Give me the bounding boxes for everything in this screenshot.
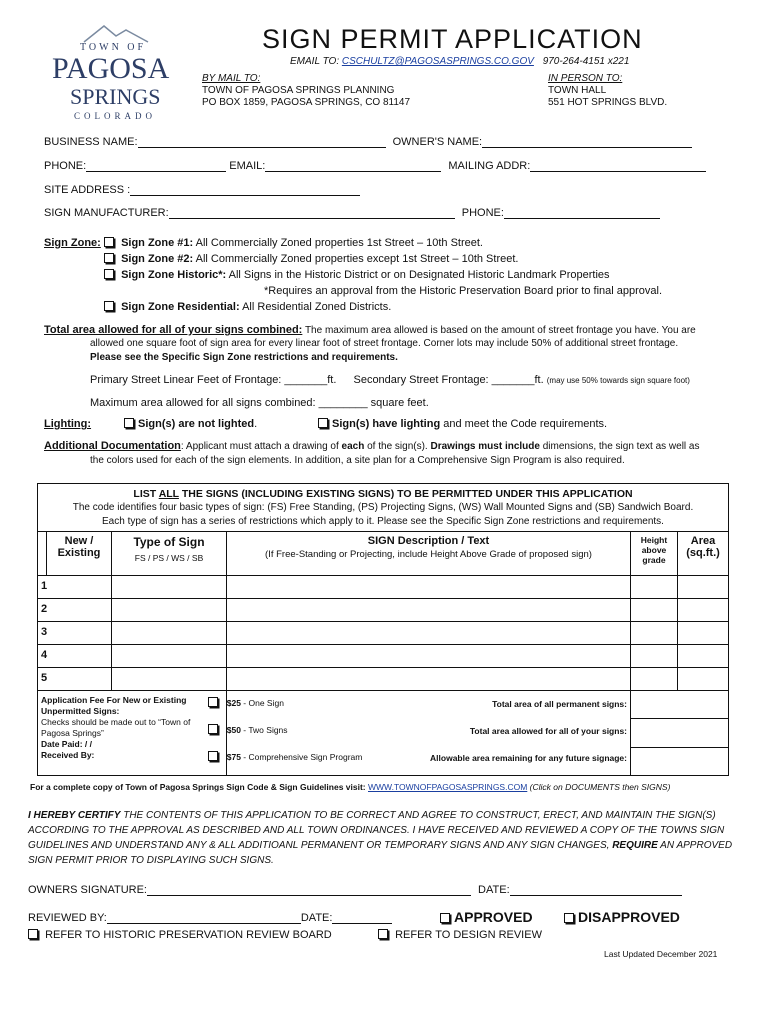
business-field[interactable] xyxy=(138,136,386,148)
site-field[interactable] xyxy=(130,184,360,196)
zone-2[interactable] xyxy=(104,253,518,265)
total-t1: The maximum area allowed is based on the amount of street frontage you have. You are xyxy=(302,325,696,336)
zone-historic-checkbox[interactable] xyxy=(104,269,114,279)
zone-historic-text: All Signs in the Historic District or on Designated Historic Landmark Properties xyxy=(226,269,610,281)
reviewed-label: REVIEWED BY: xyxy=(28,912,107,924)
design-checkbox[interactable] xyxy=(378,929,388,939)
email-label: EMAIL: xyxy=(229,160,266,172)
row-number: 3 xyxy=(38,622,112,645)
table-row[interactable] xyxy=(38,645,729,668)
mailing-field[interactable] xyxy=(530,160,706,172)
disapproved-checkbox[interactable] xyxy=(564,913,574,923)
table-col-row xyxy=(38,532,729,576)
secondary-frontage[interactable]: Secondary Street Frontage: _______ft. xyxy=(353,374,544,386)
col-new: New / xyxy=(64,535,94,547)
copy-link[interactable]: WWW.TOWNOFPAGOSASPRINGS.COM xyxy=(368,782,528,792)
zone-residential[interactable] xyxy=(104,301,391,313)
summary-1: Total area of all permanent signs: xyxy=(492,699,627,709)
col-type-title: Type of Sign xyxy=(133,535,205,549)
table-row[interactable] xyxy=(38,622,729,645)
sig-date-field[interactable] xyxy=(510,884,682,896)
zone-2-text: All Commercially Zoned properties except 1st Street – 10th Street. xyxy=(193,253,519,265)
phone2-label: PHONE: xyxy=(461,207,504,219)
approved-checkbox[interactable] xyxy=(440,913,450,923)
fee-opt-3-checkbox[interactable] xyxy=(208,751,218,761)
manufacturer-field[interactable] xyxy=(169,207,455,219)
lighting-opt2[interactable] xyxy=(318,418,607,430)
fee-opt-3-text: - Comprehensive Sign Program xyxy=(240,752,363,762)
fee-opt-2-checkbox[interactable] xyxy=(208,724,218,734)
mailing-label: MAILING ADDR: xyxy=(448,160,531,172)
fee-title: Application Fee For New or Existing Unpermitted Signs: xyxy=(41,695,187,716)
email-line xyxy=(290,56,629,67)
design-option[interactable] xyxy=(378,929,542,941)
approved-label: APPROVED xyxy=(454,909,533,925)
additional-t2: the colors used for each of the sign elements. In addition, a site plan for a Comprehensive Sign Program is also required. xyxy=(90,455,625,466)
person-head: IN PERSON TO: xyxy=(548,73,623,84)
certify-l4: SIGN PERMIT PRIOR TO DISPLAYING SUCH SIGNS. xyxy=(28,855,274,866)
total-t2: allowed one square foot of sign area for every linear foot of street frontage. Corner lots may include 50% of additional street frontage. xyxy=(90,338,679,349)
fee-opt-1-checkbox[interactable] xyxy=(208,697,218,707)
row-number: 4 xyxy=(38,645,112,668)
table-row[interactable] xyxy=(38,668,729,691)
certify-l2: ACCORDING TO THE APPROVAL AS DESCRIBED AND ALL TOWN ORDINANCES. I HAVE RECEIVED AND REVIEWED A COPY OF THE TOWNS SIGN xyxy=(28,825,725,836)
col-type-sub: FS / PS / WS / SB xyxy=(134,553,204,563)
zone-historic[interactable] xyxy=(104,269,610,281)
additional-t1c: of the sign(s). xyxy=(364,441,431,452)
certify-bold: I HEREBY CERTIFY xyxy=(28,810,121,821)
business-label: BUSINESS NAME: xyxy=(44,136,138,148)
certify-block xyxy=(28,808,732,868)
signature-row xyxy=(28,884,682,896)
row-number: 5 xyxy=(38,668,112,691)
table-line2: The code identifies four basic types of sign: (FS) Free Standing, (PS) Projecting Signs, (WS) Wall Mounted Signs and (SB) Sandwich Board. xyxy=(72,502,694,513)
manufacturer-label: SIGN MANUFACTURER: xyxy=(44,207,169,219)
certify-l3c: AN APPROVED xyxy=(657,840,733,851)
summary-2: Total area allowed for all of your signs: xyxy=(469,726,627,736)
additional-t1e: dimensions, the sign text as well as xyxy=(539,441,700,452)
person-block xyxy=(548,73,667,109)
fee-row xyxy=(38,691,729,776)
logo-line4: COLORADO xyxy=(74,111,157,121)
table-head-c: THE SIGNS (INCLUDING EXISTING SIGNS) TO BE PERMITTED UNDER THIS APPLICATION xyxy=(178,488,633,500)
owner-sig-field[interactable] xyxy=(147,884,471,896)
mail-l1: TOWN OF PAGOSA SPRINGS PLANNING xyxy=(202,85,395,96)
fee-date: Date Paid: / / xyxy=(41,739,93,749)
table-head xyxy=(38,487,728,501)
email-prefix: EMAIL TO: xyxy=(290,56,342,67)
table-intro xyxy=(38,484,729,532)
table-row[interactable] xyxy=(38,576,729,599)
additional-t1: : Applicant must attach a drawing of xyxy=(180,441,342,452)
copy-line xyxy=(30,782,670,792)
approved-option[interactable] xyxy=(440,909,533,925)
town-logo xyxy=(44,20,190,124)
disapproved-label: DISAPPROVED xyxy=(578,909,680,925)
phone-field[interactable] xyxy=(86,160,226,172)
historic-checkbox[interactable] xyxy=(28,929,38,939)
certify-l3b: REQUIRE xyxy=(612,840,658,851)
total-head: Total area allowed for all of your signs combined: xyxy=(44,324,303,336)
logo-line1: TOWN OF xyxy=(80,42,147,53)
reviewed-field[interactable] xyxy=(107,912,301,924)
lighting-opt1[interactable] xyxy=(124,418,257,430)
sig-date-label: DATE: xyxy=(478,884,510,896)
lighting-opt1-end: . xyxy=(254,418,258,430)
historic-label: REFER TO HISTORIC PRESERVATION REVIEW BOARD xyxy=(45,929,332,941)
site-label: SITE ADDRESS : xyxy=(44,184,131,196)
certify-l3: GUIDELINES AND UNDERSTAND ANY & ALL ADDITIOANL PERMANENT OR TEMPORARY SIGNS AND ANY SIGN CHANGES, xyxy=(28,840,613,851)
fee-opt-2[interactable] xyxy=(208,724,288,736)
lighting-opt2-end: and meet the Code requirements. xyxy=(440,418,608,430)
primary-frontage[interactable]: Primary Street Linear Feet of Frontage: _______ft. xyxy=(90,374,337,386)
fee-cell xyxy=(38,691,363,776)
zone-2-bold: Sign Zone #2: xyxy=(121,253,194,265)
certify-line3 xyxy=(28,838,732,853)
historic-option[interactable] xyxy=(28,929,332,941)
col-existing: Existing xyxy=(57,547,101,559)
manufacturer-row xyxy=(44,207,660,219)
col-desc-title: SIGN Description / Text xyxy=(367,535,490,547)
email-link[interactable]: CSCHULTZ@PAGOSASPRINGS.CO.GOV xyxy=(341,56,534,67)
col-area: Area (sq.ft.) xyxy=(678,532,729,576)
table-line3: Each type of sign has a series of restrictions which apply to it. Please see the Specific Sign Zone restrictions and requirements. xyxy=(102,516,664,527)
lighting-opt2-label: Sign(s) have lighting xyxy=(332,418,441,430)
disapproved-option[interactable] xyxy=(564,909,680,925)
logo-line3: SPRINGS xyxy=(70,84,161,109)
phone-row xyxy=(44,160,706,172)
certify-line1 xyxy=(28,808,732,823)
mail-head: BY MAIL TO: xyxy=(202,73,261,84)
table-head-b: ALL xyxy=(158,488,179,500)
frontage-row xyxy=(90,374,690,386)
certify-l1: THE CONTENTS OF THIS APPLICATION TO BE CORRECT AND AGREE TO CONSTRUCT, ERECT, AND MAINTAIN THE SIGN(S) xyxy=(120,810,716,821)
additional-head: Additional Documentation xyxy=(44,440,181,452)
summary-values[interactable] xyxy=(631,691,729,776)
fee-opt-2-amount: $50 xyxy=(226,725,241,735)
owner-field[interactable] xyxy=(482,136,692,148)
zone-1-checkbox[interactable] xyxy=(104,237,114,247)
additional-t1d: Drawings must include xyxy=(430,441,540,452)
additional-t1b: each xyxy=(341,441,365,452)
table-header-row xyxy=(38,484,729,532)
table-head-a: LIST xyxy=(133,488,159,500)
person-l1: TOWN HALL xyxy=(548,85,607,96)
phone-label: PHONE: xyxy=(44,160,87,172)
copy-t2: (Click on DOCUMENTS then SIGNS) xyxy=(527,782,671,792)
zone-1-bold: Sign Zone #1: xyxy=(121,237,194,249)
review-date-label: DATE: xyxy=(300,912,333,924)
lighting-opt2-checkbox[interactable] xyxy=(318,418,328,428)
fee-opt-1[interactable] xyxy=(208,697,284,709)
fee-opt-3-amount: $75 xyxy=(226,752,241,762)
page-title: SIGN PERMIT APPLICATION xyxy=(262,24,643,54)
max-area[interactable]: Maximum area allowed for all signs combined: ________ square feet. xyxy=(90,397,429,409)
email-field[interactable] xyxy=(265,160,441,172)
col-height: Height above grade xyxy=(631,532,678,576)
site-row xyxy=(44,184,360,196)
review-row xyxy=(28,912,392,924)
fee-received: Received By: xyxy=(41,750,95,760)
zone-residential-bold: Sign Zone Residential: xyxy=(121,301,240,313)
additional-line1 xyxy=(44,440,699,452)
total-line1 xyxy=(44,324,696,336)
zone-residential-text: All Residential Zoned Districts. xyxy=(239,301,392,313)
review-date-field[interactable] xyxy=(332,912,392,924)
business-row xyxy=(44,136,692,148)
owner-label: OWNER'S NAME: xyxy=(392,136,483,148)
col-new-existing xyxy=(47,532,112,576)
fee-opt-1-amount: $25 xyxy=(226,698,241,708)
zone-2-checkbox[interactable] xyxy=(104,253,114,263)
copy-t1: For a complete copy of Town of Pagosa Springs Sign Code & Sign Guidelines visit: xyxy=(30,782,368,792)
row-number: 1 xyxy=(38,576,112,599)
zone-historic-note: *Requires an approval from the Historic Preservation Board prior to final approval. xyxy=(264,285,663,297)
lighting-label: Lighting: xyxy=(44,418,92,430)
owner-sig-label: OWNERS SIGNATURE: xyxy=(28,884,147,896)
zone-historic-bold: Sign Zone Historic*: xyxy=(121,269,227,281)
col-desc-sub: (If Free-Standing or Projecting, include Height Above Grade of proposed sign) xyxy=(265,549,592,560)
logo-line2: PAGOSA xyxy=(52,52,170,85)
last-updated: Last Updated December 2021 xyxy=(604,949,718,959)
col-type xyxy=(112,532,227,576)
zone-1-text: All Commercially Zoned properties 1st Street – 10th Street. xyxy=(193,237,483,249)
lighting-opt1-checkbox[interactable] xyxy=(124,418,134,428)
phone2-field[interactable] xyxy=(504,207,660,219)
row-number: 2 xyxy=(38,599,112,622)
table-row[interactable] xyxy=(38,599,729,622)
zone-label: Sign Zone: xyxy=(44,237,101,249)
fee-opt-2-text: - Two Signs xyxy=(240,725,288,735)
lighting-opt1-label: Sign(s) are not lighted xyxy=(138,418,255,430)
col-desc xyxy=(227,532,631,576)
fee-opt-1-text: - One Sign xyxy=(240,698,284,708)
zone-1[interactable] xyxy=(104,237,483,249)
mail-l2: PO BOX 1859, PAGOSA SPRINGS, CO 81147 xyxy=(202,97,411,108)
mail-block xyxy=(202,73,410,109)
total-t3: Please see the Specific Sign Zone restrictions and requirements. xyxy=(90,352,398,363)
secondary-note: (may use 50% towards sign square foot) xyxy=(546,376,690,385)
top-phone: 970-264-4151 x221 xyxy=(542,56,630,67)
signs-table xyxy=(37,483,729,776)
fee-opt-3[interactable] xyxy=(208,751,362,763)
fee-checks: Checks should be made out to “Town of Pagosa Springs” xyxy=(41,717,191,738)
person-l2: 551 HOT SPRINGS BLVD. xyxy=(548,97,668,108)
zone-residential-checkbox[interactable] xyxy=(104,301,114,311)
summary-3: Allowable area remaining for any future signage: xyxy=(430,753,627,763)
design-label: REFER TO DESIGN REVIEW xyxy=(395,929,542,941)
